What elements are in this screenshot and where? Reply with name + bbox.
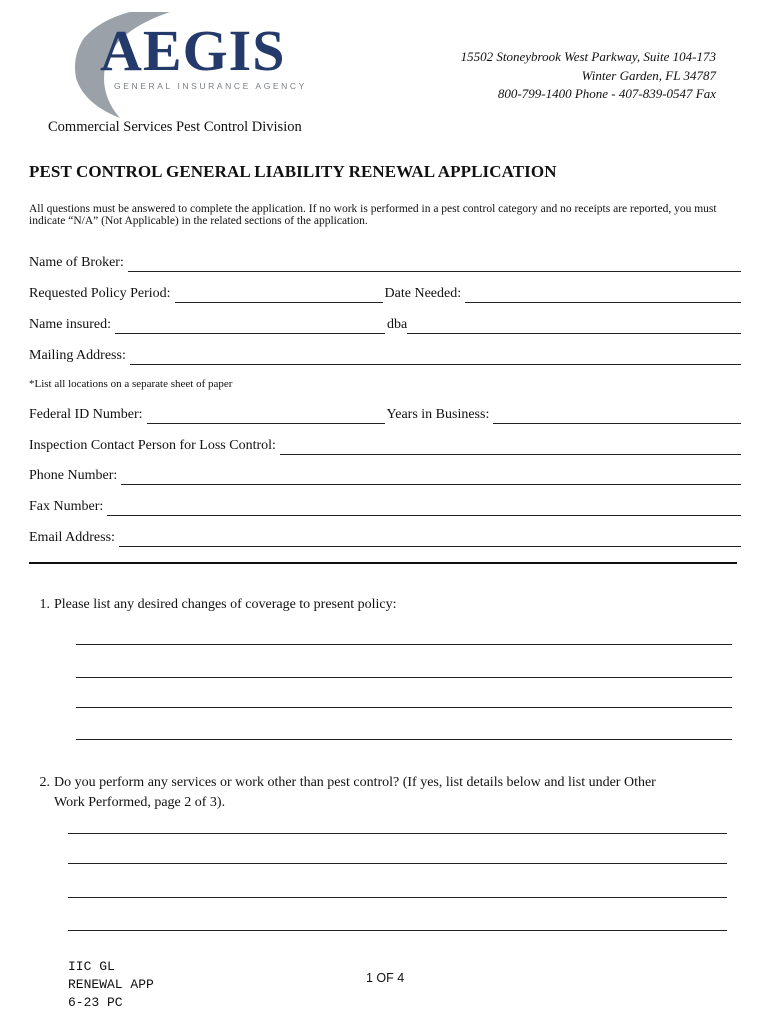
question-2-text-line-2: Work Performed, page 2 of 3). <box>54 795 226 810</box>
logo-wordmark: AEGIS <box>100 18 286 83</box>
fax-row <box>29 496 741 516</box>
dba-label: dba <box>387 317 408 332</box>
phone-field[interactable] <box>121 470 741 485</box>
answer-line[interactable] <box>68 930 727 931</box>
question-1 <box>30 595 730 615</box>
fax-field[interactable] <box>107 501 741 516</box>
years-in-business-label: Years in Business: <box>386 407 490 422</box>
email-label: Email Address: <box>29 530 115 545</box>
address-line-3: 800-799-1400 Phone - 407-839-0547 Fax <box>497 86 716 101</box>
dba-field[interactable] <box>407 319 741 334</box>
fax-label: Fax Number: <box>29 499 104 514</box>
answer-line[interactable] <box>76 644 732 645</box>
question-2 <box>30 773 740 813</box>
answer-line[interactable] <box>68 833 727 834</box>
phone-label: Phone Number: <box>29 468 118 483</box>
date-needed-label: Date Needed: <box>384 286 462 301</box>
question-2-text-line-1: Do you perform any services or work other than pest control? (If yes, list details below and list under Other <box>54 775 656 790</box>
question-1-text: Please list any desired changes of coverage to present policy: <box>54 597 397 612</box>
answer-line[interactable] <box>68 897 727 898</box>
question-2-number: 2. <box>39 775 50 790</box>
form-instructions: All questions must be answered to complete the application. If no work is performed in a pest control category and no receipts are reported, you must indicate “N/A” (Not Applicable) in the related sections of the application. <box>29 203 717 227</box>
years-in-business-field[interactable] <box>493 409 741 424</box>
answer-line[interactable] <box>76 707 732 708</box>
broker-field[interactable] <box>128 257 741 272</box>
mailing-address-label: Mailing Address: <box>29 348 126 363</box>
page-number: 1 OF 4 <box>366 971 405 985</box>
policy-period-label: Requested Policy Period: <box>29 286 171 301</box>
inspection-contact-label: Inspection Contact Person for Loss Control: <box>29 438 276 453</box>
mailing-address-row <box>29 345 741 365</box>
inspection-contact-field[interactable] <box>280 440 741 455</box>
address-line-2: Winter Garden, FL 34787 <box>581 67 716 83</box>
locations-note: *List all locations on a separate sheet of paper <box>29 378 233 390</box>
agency-address <box>461 48 716 104</box>
mailing-address-field[interactable] <box>130 350 741 365</box>
answer-line[interactable] <box>76 739 732 740</box>
name-insured-label: Name insured: <box>29 317 112 332</box>
section-divider <box>29 562 737 564</box>
answer-line[interactable] <box>68 863 727 864</box>
broker-row <box>29 252 741 272</box>
federal-id-label: Federal ID Number: <box>29 407 143 422</box>
question-1-number: 1. <box>39 597 50 612</box>
email-row <box>29 527 741 547</box>
inspection-contact-row <box>29 435 741 455</box>
answer-line[interactable] <box>76 677 732 678</box>
form-code: IIC GL RENEWAL APP 6-23 PC <box>68 959 154 1010</box>
phone-row <box>29 465 741 485</box>
date-needed-field[interactable] <box>465 288 741 303</box>
name-insured-field[interactable] <box>115 319 385 334</box>
policy-period-field[interactable] <box>175 288 383 303</box>
form-title: PEST CONTROL GENERAL LIABILITY RENEWAL APPLICATION <box>29 162 557 181</box>
federal-id-row <box>29 404 741 424</box>
division-name: Commercial Services Pest Control Division <box>48 119 302 135</box>
logo-tagline: GENERAL INSURANCE AGENCY <box>114 81 307 91</box>
email-field[interactable] <box>119 532 741 547</box>
broker-label: Name of Broker: <box>29 255 124 270</box>
name-insured-row <box>29 314 741 334</box>
policy-period-row <box>29 283 741 303</box>
address-line-1: 15502 Stoneybrook West Parkway, Suite 104-173 <box>460 49 716 64</box>
federal-id-field[interactable] <box>147 409 385 424</box>
